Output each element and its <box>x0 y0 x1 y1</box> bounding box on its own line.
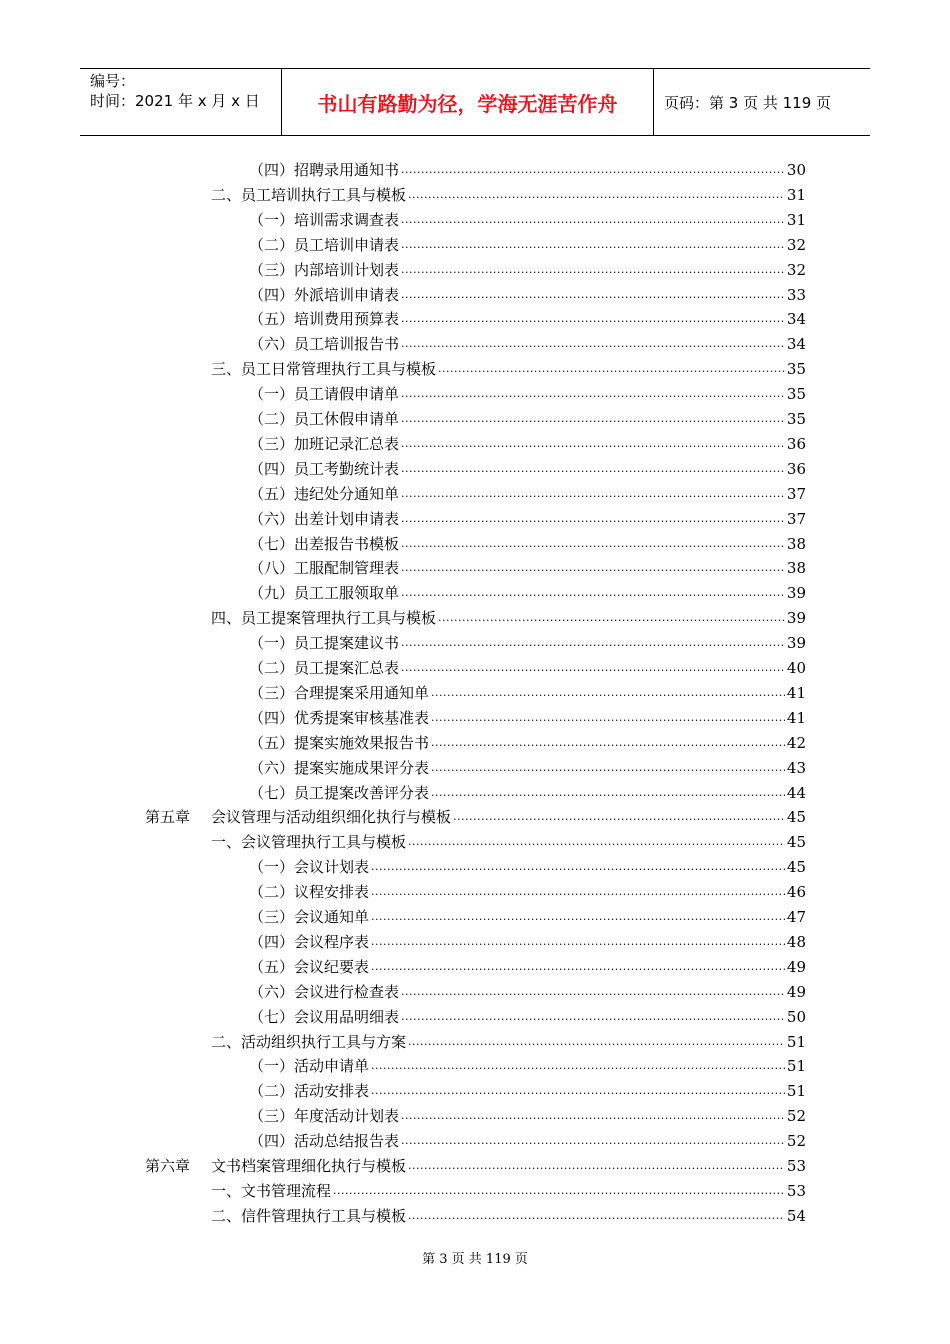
toc-entry[interactable] <box>211 605 806 630</box>
toc-entry-label <box>249 1080 369 1101</box>
toc-dot-leader <box>401 580 785 605</box>
toc-entry-title: （四）外派培训申请表 <box>249 286 400 304</box>
toc-dot-leader <box>371 879 785 904</box>
toc-entry-label <box>249 707 429 728</box>
toc-entry-label <box>145 1155 406 1176</box>
toc-entry-title: 二、员工培训执行工具与模板 <box>211 186 407 204</box>
toc-entry-label <box>249 159 399 180</box>
toc-page-number: 38 <box>786 534 806 553</box>
toc-entry[interactable] <box>249 780 806 805</box>
toc-page-number: 49 <box>786 957 806 976</box>
toc-dot-leader <box>408 1203 785 1228</box>
toc-dot-leader <box>401 381 785 406</box>
toc-page-number: 30 <box>786 160 806 179</box>
toc-entry[interactable] <box>249 730 806 755</box>
toc-entry-label <box>211 607 436 628</box>
toc-entry-title: （二）活动安排表 <box>249 1082 370 1100</box>
toc-dot-leader <box>431 730 785 755</box>
toc-entry-title: （四）优秀提案审核基准表 <box>249 709 430 727</box>
toc-entry[interactable] <box>249 854 806 879</box>
toc-dot-leader <box>371 854 785 879</box>
toc-entry-label <box>249 757 429 778</box>
toc-entry-title: （五）提案实施效果报告书 <box>249 734 430 752</box>
toc-entry-title: （四）员工考勤统计表 <box>249 460 400 478</box>
toc-page-number: 39 <box>786 608 806 627</box>
toc-entry[interactable] <box>145 1153 806 1178</box>
toc-page-number: 52 <box>786 1106 806 1125</box>
toc-entry[interactable] <box>249 1004 806 1029</box>
toc-dot-leader <box>408 182 785 207</box>
toc-page-number: 54 <box>786 1206 806 1225</box>
toc-page-number: 44 <box>786 783 806 802</box>
toc-entry-label <box>249 383 399 404</box>
toc-entry-title: （五）会议纪要表 <box>249 958 370 976</box>
toc-page-number: 51 <box>786 1032 806 1051</box>
toc-page-number: 51 <box>786 1081 806 1100</box>
toc-entry-label <box>249 582 399 603</box>
toc-entry-title: （一）员工提案建议书 <box>249 634 400 652</box>
toc-entry-label <box>249 433 399 454</box>
toc-entry-title: （二）员工培训申请表 <box>249 236 400 254</box>
toc-entry-title: （三）内部培训计划表 <box>249 261 400 279</box>
toc-dot-leader <box>438 605 785 630</box>
toc-entry-title: 四、员工提案管理执行工具与模板 <box>211 609 437 627</box>
toc-entry-title: 文书档案管理细化执行与模板 <box>211 1157 407 1175</box>
toc-page-number: 53 <box>786 1181 806 1200</box>
toc-entry[interactable] <box>249 157 806 182</box>
toc-entry-label <box>249 259 399 280</box>
toc-entry[interactable] <box>145 804 806 829</box>
toc-entry-label <box>249 458 399 479</box>
toc-entry-title: （一）培训需求调查表 <box>249 211 400 229</box>
toc-entry-label <box>249 881 369 902</box>
toc-entry[interactable] <box>211 829 806 854</box>
toc-entry-title: （二）员工休假申请单 <box>249 410 400 428</box>
toc-entry-title: （九）员工工服领取单 <box>249 584 400 602</box>
toc-entry-label <box>249 1055 369 1076</box>
toc-entry[interactable] <box>249 207 806 232</box>
toc-dot-leader <box>401 306 785 331</box>
toc-entry[interactable] <box>249 555 806 580</box>
toc-entry[interactable] <box>249 232 806 257</box>
toc-dot-leader <box>401 506 785 531</box>
toc-entry-title: （二）议程安排表 <box>249 883 370 901</box>
toc-entry-title: 二、活动组织执行工具与方案 <box>211 1033 407 1051</box>
toc-dot-leader <box>401 406 785 431</box>
toc-dot-leader <box>401 331 785 356</box>
toc-page-number: 49 <box>786 982 806 1001</box>
toc-dot-leader <box>401 1128 785 1153</box>
toc-entry-title: （四）招聘录用通知书 <box>249 161 400 179</box>
toc-page-number: 41 <box>786 708 806 727</box>
toc-dot-leader <box>371 1053 785 1078</box>
toc-entry[interactable] <box>249 506 806 531</box>
header-page-info: 页码：第 3 页 共 119 页 <box>664 93 832 112</box>
toc-chapter-number: 第六章 <box>145 1157 191 1175</box>
toc-entry-label <box>249 508 399 529</box>
toc-entry[interactable] <box>249 879 806 904</box>
toc-page-number: 32 <box>786 260 806 279</box>
toc-entry-label <box>249 782 429 803</box>
toc-dot-leader <box>401 555 785 580</box>
toc-entry-title: （二）员工提案汇总表 <box>249 659 400 677</box>
toc-entry-title: 一、会议管理执行工具与模板 <box>211 833 407 851</box>
toc-entry-label <box>211 1180 331 1201</box>
toc-entry[interactable] <box>249 531 806 556</box>
toc-entry[interactable] <box>249 1053 806 1078</box>
toc-dot-leader <box>431 755 785 780</box>
toc-entry-label <box>211 1205 406 1226</box>
page-footer: 第 3 页 共 119 页 <box>422 1252 528 1267</box>
toc-page-number: 48 <box>786 932 806 951</box>
toc-page-number: 37 <box>786 509 806 528</box>
toc-dot-leader <box>333 1178 785 1203</box>
time-label: 时间：2021 年 x 月 x 日 <box>90 92 260 110</box>
toc-entry[interactable] <box>211 1029 806 1054</box>
toc-entry-title: （四）活动总结报告表 <box>249 1132 400 1150</box>
toc-entry[interactable] <box>249 257 806 282</box>
toc-entry[interactable] <box>249 655 806 680</box>
toc-entry[interactable] <box>249 1078 806 1103</box>
toc-dot-leader <box>401 630 785 655</box>
toc-entry-label <box>249 856 369 877</box>
toc-entry[interactable] <box>249 705 806 730</box>
toc-entry-title: （六）员工培训报告书 <box>249 335 400 353</box>
toc-page-number: 36 <box>786 434 806 453</box>
toc-dot-leader <box>408 1153 785 1178</box>
toc-entry[interactable] <box>249 580 806 605</box>
toc-entry-title: （八）工服配制管理表 <box>249 559 400 577</box>
toc-entry-label <box>211 184 406 205</box>
toc-entry-title: （七）出差报告书模板 <box>249 535 400 553</box>
toc-entry-label <box>249 732 429 753</box>
toc-entry[interactable] <box>249 282 806 307</box>
toc-entry-title: 会议管理与活动组织细化执行与模板 <box>211 808 452 826</box>
toc-entry-title: （七）员工提案改善评分表 <box>249 784 430 802</box>
toc-entry-title: （三）合理提案采用通知单 <box>249 684 430 702</box>
toc-dot-leader <box>401 531 785 556</box>
toc-dot-leader <box>408 1029 785 1054</box>
toc-entry-label <box>249 906 369 927</box>
toc-page-number: 51 <box>786 1056 806 1075</box>
toc-entry[interactable] <box>211 1203 806 1228</box>
toc-entry[interactable] <box>211 356 806 381</box>
toc-entry-label <box>249 533 399 554</box>
toc-entry[interactable] <box>249 406 806 431</box>
toc-dot-leader <box>401 431 785 456</box>
toc-page-number: 35 <box>786 384 806 403</box>
toc-entry-label <box>249 981 399 1002</box>
toc-entry-title: 三、员工日常管理执行工具与模板 <box>211 360 437 378</box>
toc-dot-leader <box>431 780 785 805</box>
toc-entry[interactable] <box>249 979 806 1004</box>
toc-entry-title: （六）提案实施成果评分表 <box>249 759 430 777</box>
toc-page-number: 53 <box>786 1156 806 1175</box>
page-header <box>80 68 870 136</box>
toc-entry[interactable] <box>249 381 806 406</box>
toc-entry-label <box>249 234 399 255</box>
toc-page-number: 38 <box>786 558 806 577</box>
toc-dot-leader <box>438 356 785 381</box>
toc-page-number: 37 <box>786 484 806 503</box>
toc-chapter-number: 第五章 <box>145 808 191 826</box>
header-meta <box>80 69 282 135</box>
toc-entry-title: （三）加班记录汇总表 <box>249 435 400 453</box>
toc-dot-leader <box>431 705 785 730</box>
toc-page-number: 52 <box>786 1131 806 1150</box>
toc-entry-label <box>249 1105 399 1126</box>
toc-dot-leader <box>371 904 785 929</box>
toc-dot-leader <box>408 829 785 854</box>
toc-entry-label <box>211 1031 406 1052</box>
toc-entry-title: （六）会议进行检查表 <box>249 983 400 1001</box>
toc-entry[interactable] <box>249 431 806 456</box>
toc-page-number: 45 <box>786 807 806 826</box>
toc-entry-title: （一）会议计划表 <box>249 858 370 876</box>
toc-entry-label <box>145 806 451 827</box>
toc-page-number: 46 <box>786 882 806 901</box>
toc-entry[interactable] <box>211 182 806 207</box>
toc-dot-leader <box>401 655 785 680</box>
toc-dot-leader <box>401 207 785 232</box>
toc-entry-label <box>249 1006 399 1027</box>
toc-entry-title: （一）活动申请单 <box>249 1057 370 1075</box>
toc-entry-label <box>249 956 369 977</box>
toc-dot-leader <box>371 1078 785 1103</box>
toc-entry-label <box>249 483 399 504</box>
toc-page-number: 47 <box>786 907 806 926</box>
toc-page-number: 41 <box>786 683 806 702</box>
toc-entry[interactable] <box>249 755 806 780</box>
toc-entry[interactable] <box>249 630 806 655</box>
toc-page-number: 36 <box>786 459 806 478</box>
toc-page-number: 31 <box>786 210 806 229</box>
toc-page-number: 33 <box>786 285 806 304</box>
toc-entry[interactable] <box>249 481 806 506</box>
toc-entry-label <box>249 931 369 952</box>
toc-entry-label <box>249 284 399 305</box>
toc-page-number: 43 <box>786 758 806 777</box>
toc-page-number: 34 <box>786 334 806 353</box>
toc-dot-leader <box>401 979 785 1004</box>
toc-entry[interactable] <box>249 331 806 356</box>
toc-page-number: 35 <box>786 409 806 428</box>
toc-entry-title: 二、信件管理执行工具与模板 <box>211 1207 407 1225</box>
toc-entry[interactable] <box>249 456 806 481</box>
toc-dot-leader <box>453 804 785 829</box>
toc-dot-leader <box>401 456 785 481</box>
serial-label: 编号： <box>90 72 136 90</box>
toc-entry-label <box>211 358 436 379</box>
toc-entry-label <box>249 1130 399 1151</box>
toc-entry-title: （三）年度活动计划表 <box>249 1107 400 1125</box>
toc-entry-title: （六）出差计划申请表 <box>249 510 400 528</box>
toc-page-number: 31 <box>786 185 806 204</box>
toc-dot-leader <box>401 1103 785 1128</box>
toc-page-number: 39 <box>786 583 806 602</box>
toc-entry-title: （一）员工请假申请单 <box>249 385 400 403</box>
toc-entry-label <box>249 333 399 354</box>
toc-dot-leader <box>401 232 785 257</box>
toc-entry-label <box>249 209 399 230</box>
toc-entry-label <box>249 308 399 329</box>
toc-entry[interactable] <box>249 904 806 929</box>
toc-dot-leader <box>401 257 785 282</box>
toc-entry[interactable] <box>249 1128 806 1153</box>
toc-page-number: 35 <box>786 359 806 378</box>
toc-page-number: 45 <box>786 857 806 876</box>
toc-entry[interactable] <box>249 1103 806 1128</box>
header-motto: 书山有路勤为径，学海无涯苦作舟 <box>282 69 654 135</box>
toc-dot-leader <box>371 929 785 954</box>
toc-dot-leader <box>401 481 785 506</box>
toc-page-number: 40 <box>786 658 806 677</box>
toc-entry-label <box>249 657 399 678</box>
toc-page-number: 39 <box>786 633 806 652</box>
toc-entry-title: （五）违纪处分通知单 <box>249 485 400 503</box>
toc-page-number: 45 <box>786 832 806 851</box>
toc-entry-label <box>249 632 399 653</box>
toc-dot-leader <box>401 282 785 307</box>
toc-dot-leader <box>401 1004 785 1029</box>
toc-entry-label <box>249 408 399 429</box>
toc-entry[interactable] <box>249 954 806 979</box>
toc-entry-title: （四）会议程序表 <box>249 933 370 951</box>
toc-entry[interactable] <box>249 929 806 954</box>
toc-entry-title: （三）会议通知单 <box>249 908 370 926</box>
toc-page-number: 42 <box>786 733 806 752</box>
toc-entry-title: 一、文书管理流程 <box>211 1182 332 1200</box>
toc-page-number: 32 <box>786 235 806 254</box>
toc-entry-title: （七）会议用品明细表 <box>249 1008 400 1026</box>
toc-entry[interactable] <box>249 680 806 705</box>
toc-entry-label <box>211 831 406 852</box>
toc-entry-label <box>249 557 399 578</box>
toc-dot-leader <box>401 157 785 182</box>
toc-page-number: 50 <box>786 1007 806 1026</box>
toc-entry[interactable] <box>211 1178 806 1203</box>
toc-entry-title: （五）培训费用预算表 <box>249 310 400 328</box>
toc-entry[interactable] <box>249 306 806 331</box>
toc-page-number: 34 <box>786 309 806 328</box>
toc-entry-label <box>249 682 429 703</box>
toc-dot-leader <box>371 954 785 979</box>
toc-dot-leader <box>431 680 785 705</box>
